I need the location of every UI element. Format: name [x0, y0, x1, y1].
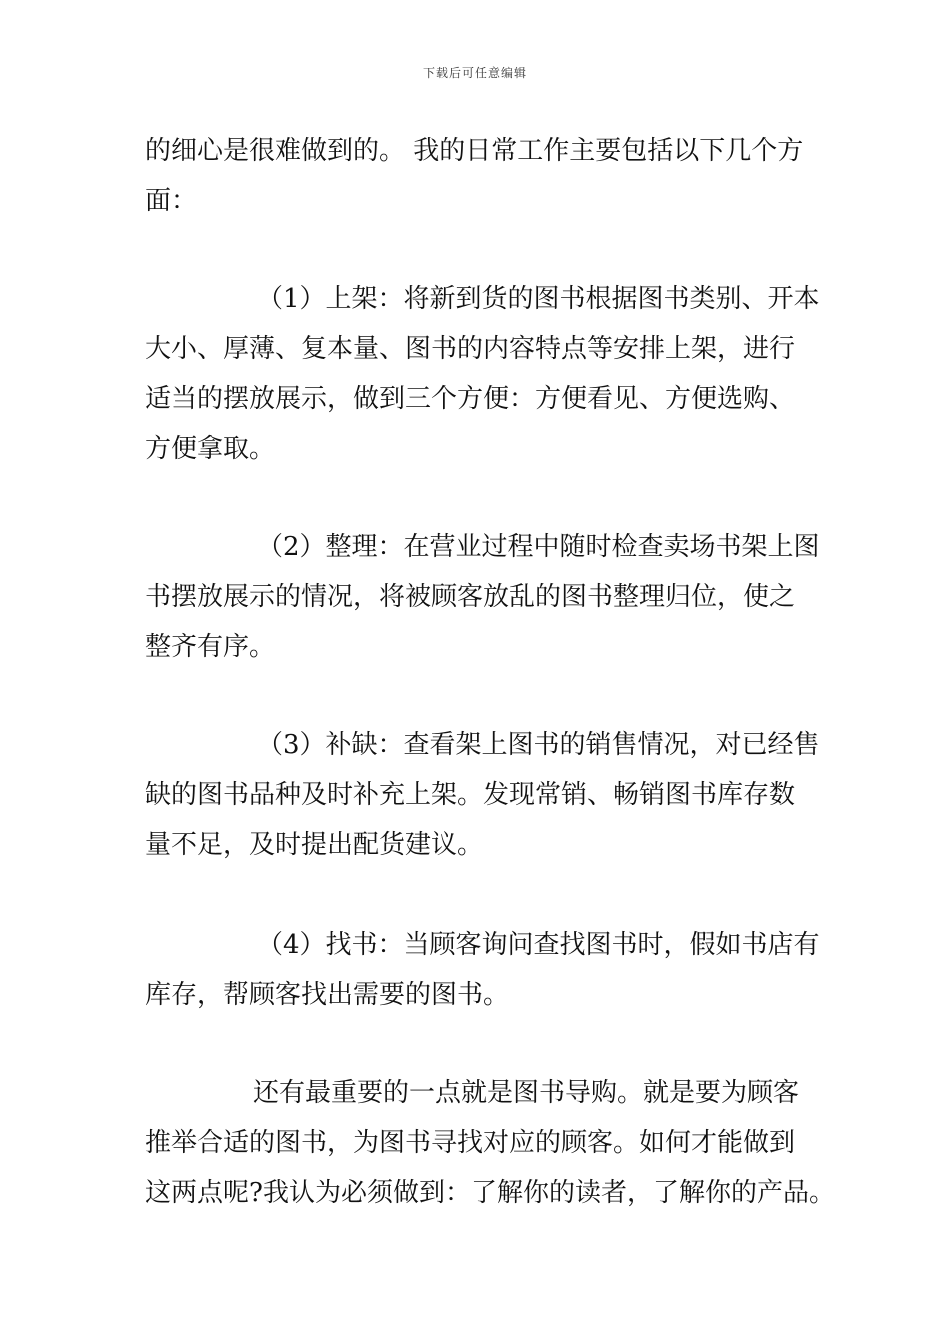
paragraph-intro	[145, 126, 845, 226]
paragraph-line: 方便拿取。	[145, 434, 276, 464]
paragraph-line: （1）上架：将新到货的图书根据图书类别、开本	[257, 284, 820, 314]
paragraph-guidance	[145, 1068, 865, 1218]
paragraph-shelving	[145, 274, 845, 474]
page-header: 下载后可任意编辑	[422, 66, 527, 80]
paragraph-restocking	[145, 720, 845, 870]
paragraph-line: 书摆放展示的情况，将被顾客放乱的图书整理归位，使之	[145, 582, 796, 612]
paragraph-line: （4）找书：当顾客询问查找图书时，假如书店有	[257, 930, 820, 960]
paragraph-line: 还有最重要的一点就是图书导购。就是要为顾客	[253, 1078, 800, 1108]
paragraph-line: （2）整理：在营业过程中随时检查卖场书架上图	[257, 532, 820, 562]
paragraph-line: 整齐有序。	[145, 632, 276, 662]
paragraph-line: 量不足，及时提出配货建议。	[145, 830, 484, 860]
paragraph-finding-books	[145, 920, 845, 1020]
paragraph-organizing	[145, 522, 845, 672]
paragraph-line: 推举合适的图书，为图书寻找对应的顾客。如何才能做到	[145, 1128, 796, 1158]
paragraph-line: 这两点呢?我认为必须做到：了解你的读者，了解你的产品。	[145, 1178, 835, 1208]
paragraph-line: 库存，帮顾客找出需要的图书。	[145, 980, 510, 1010]
paragraph-line: 的细心是很难做到的。 我的日常工作主要包括以下几个方	[145, 136, 804, 166]
paragraph-line: 缺的图书品种及时补充上架。发现常销、畅销图书库存数	[145, 780, 796, 810]
paragraph-line: 大小、厚薄、复本量、图书的内容特点等安排上架，进行	[145, 334, 796, 364]
paragraph-line: 面：	[145, 186, 198, 216]
paragraph-line: （3）补缺：查看架上图书的销售情况，对已经售	[257, 730, 820, 760]
paragraph-line: 适当的摆放展示，做到三个方便：方便看见、方便选购、	[145, 384, 796, 414]
